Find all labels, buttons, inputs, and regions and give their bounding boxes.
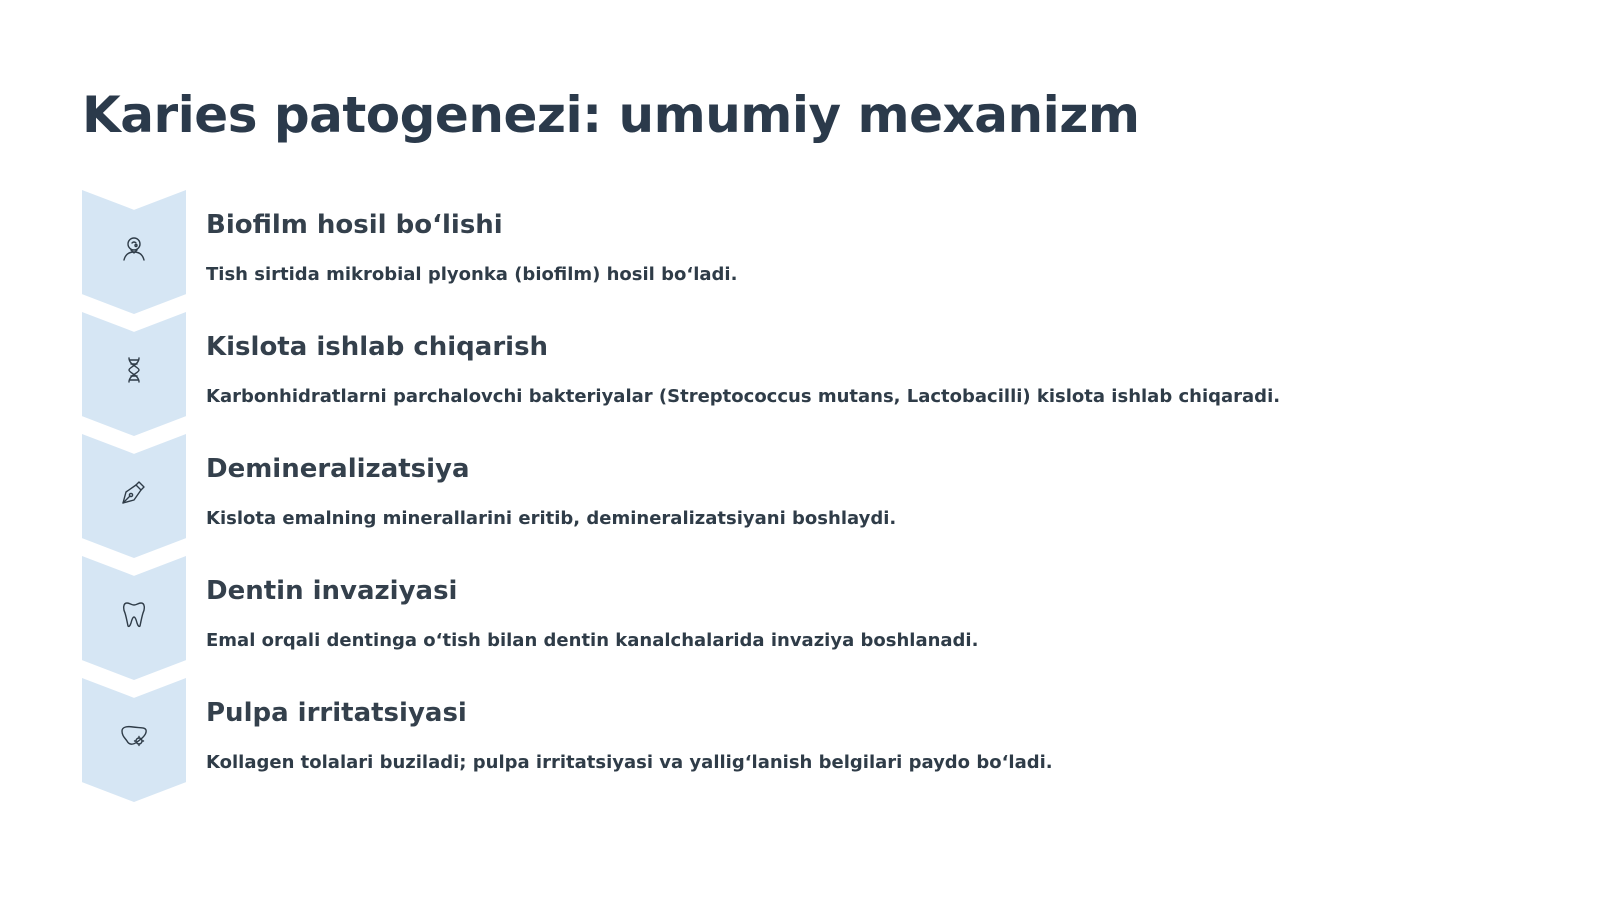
step-pulp-irritation <box>82 678 1532 802</box>
step-title: Kislota ishlab chiqarish <box>206 332 549 362</box>
liver-virus-icon <box>119 721 149 751</box>
step-title: Pulpa irritatsiyasi <box>206 698 467 728</box>
step-dentin-invasion <box>82 556 1532 680</box>
step-description: Tish sirtida mikrobial plyonka (biofilm) hosil boʻladi. <box>206 264 738 285</box>
step-description: Emal orqali dentinga oʻtish bilan dentin kanalchalarida invaziya boshlanadi. <box>206 630 979 651</box>
step-description: Karbonhidratlarni parchalovchi bakteriyalar (Streptococcus mutans, Lactobacilli) kislota ishlab chiqaradi. <box>206 386 1281 407</box>
person-head-icon <box>119 233 149 263</box>
page-title: Karies patogenezi: umumiy mexanizm <box>82 86 1140 144</box>
dna-icon <box>119 355 149 385</box>
step-description: Kislota emalning minerallarini eritib, demineralizatsiyani boshlaydi. <box>206 508 897 529</box>
step-description: Kollagen tolalari buziladi; pulpa irritatsiyasi va yalligʻlanish belgilari paydo boʻladi. <box>206 752 1053 773</box>
tooth-icon <box>119 599 149 629</box>
step-demineralization <box>82 434 1532 558</box>
pen-nib-icon <box>119 477 149 507</box>
step-biofilm <box>82 190 1532 314</box>
step-title: Dentin invaziyasi <box>206 576 458 606</box>
step-title: Demineralizatsiya <box>206 454 470 484</box>
step-title: Biofilm hosil boʻlishi <box>206 210 503 240</box>
step-acid-production <box>82 312 1532 436</box>
